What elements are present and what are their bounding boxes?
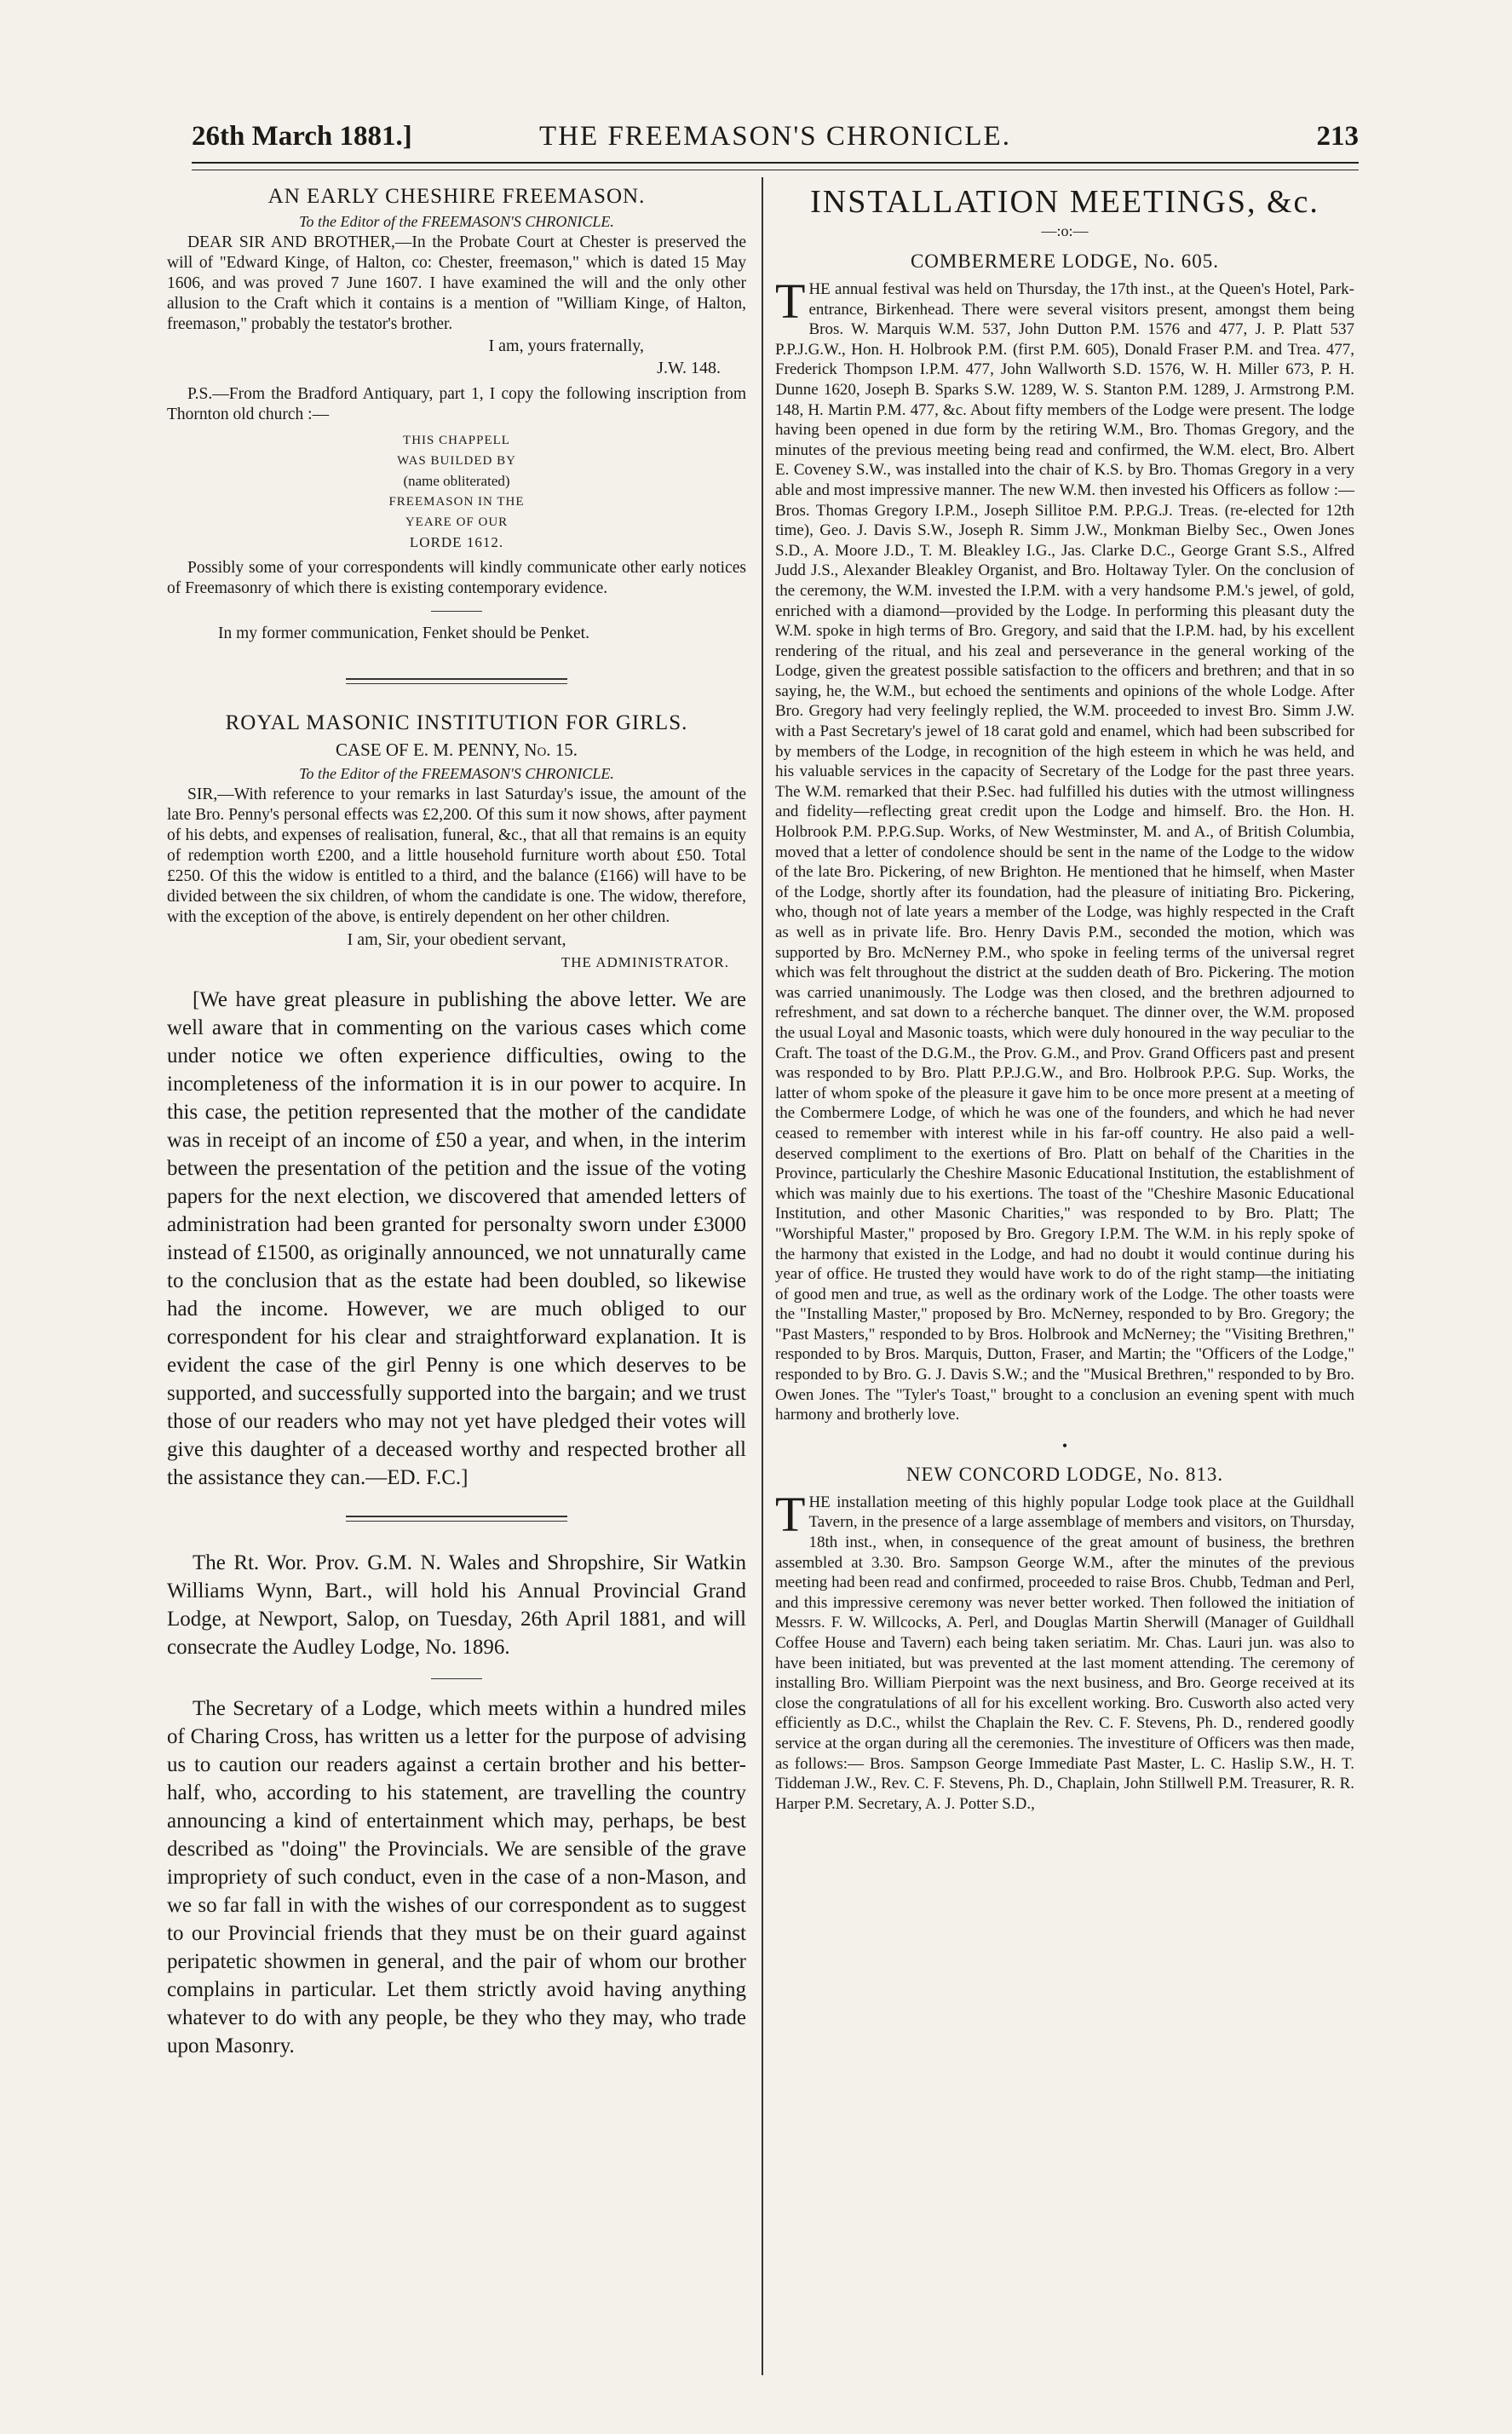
issue-date: 26th March 1881.] [192,121,412,152]
drop-cap: T [775,273,806,329]
short-rule [431,1678,482,1679]
case-line: CASE OF E. M. PENNY, No. 15. [335,739,578,760]
ornament-dot: • [1061,1436,1068,1454]
masthead-title: THE FREEMASON'S CHRONICLE. [539,121,1011,152]
letter-signature: THE ADMINISTRATOR. [561,954,729,970]
page-number: 213 [1316,121,1359,152]
letter-after: Possibly some of your correspondents will kindly communicate other early notices of Freemasonry of which there is existing contemporary evidence. [167,559,746,597]
to-editor-line: To the Editor of the FREEMASON'S CHRONICLE. [299,213,614,230]
lodge-report: HE installation meeting of this highly popular Lodge took place at the Guildhall Tavern, in the presence of a large assemblage of members and visitors, on Thursday, 18th inst., when, in consequence of the great amount of business, the brethren assembled at 3.30. Bro. Sampson George W.M., after the minutes of the previous meeting had been read and confirmed, proceeded to raise Bros. Chubb, Tedman and Perl, and this impressive ceremony was never better worked. Then followed the initiation of Messrs. F. W. Willcocks, A. Perl, and Douglas Martin Sherwill (Manager of Guildhall Coffee House and Tavern) each being taken seriatim. Mr. Chas. Lauri jun. was also to have been initiated, but was prevented at the last moment attending. The ceremony of installing Bro. William Pierpoint was the next business, and Bro. George received at its close the congratulations of all for his excellent working. Bro. Cusworth also acted very efficiently as D.C., whilst the Chaplain the Rev. C. F. Stevens, Ph. D., rendered goodly service at the organ during all the ceremonies. The investiture of Officers was then made, as follows:— Bros. Sampson George Immediate Past Master, L. C. Haslip S.W., H. T. Tiddeman J.W., Rev. C. F. Stevens, Ph. D., Chaplain, John Stillwell P.M. Treasurer, R. R. Harper P.M. Secretary, A. J. Potter S.D., [775,1493,1354,1813]
correction-note: In my former communication, Fenket should be Penket. [218,624,589,642]
right-column [775,183,1354,1814]
article-concord [775,1462,1354,1815]
left-column [167,183,746,2060]
inscription-line: YEARE OF OUR [405,515,509,529]
article-secretary [167,1695,746,2060]
article-girls [167,710,746,974]
editorial-body: [We have great pleasure in publishing the above letter. We are well aware that in commenting on the various cases which come under notice we often experience difficulties, owing to the incompleteness of the information it is in our power to acquire. In this case, the petition represented that the mother of the candidate was in receipt of an income of £50 a year, and when, in the interim between the presentation of the petition and the issue of the voting papers for the next election, we discovered that amended letters of administration had been granted for personalty sworn under £3000 instead of £1500, as originally announced, we not unnaturally came to the conclusion that as the estate had been doubled, so likewise had the income. However, we are much obliged to our correspondent for his clear and straightforward explanation. It is evident the case of the girl Penny is one which deserves to be supported, and successfully supported into the bargain; and we trust those of our readers who may not yet have pledged their votes will give this daughter of a deceased worthy and respected brother all the assistance they can.—ED. F.C.] [167,988,746,1489]
lodge-title: NEW CONCORD LODGE, No. 813. [905,1463,1224,1485]
running-head [192,118,1359,155]
section-rule [346,1516,567,1522]
inscription-line: FREEMASON IN THE [388,495,525,509]
letter-signature: J.W. 148. [657,359,721,377]
section-title: INSTALLATION MEETINGS, &c. [810,184,1319,220]
inscription [167,430,746,553]
inscription-line: LORDE 1612. [409,534,504,550]
lodge-title: COMBERMERE LODGE, No. 605. [910,250,1220,272]
article-cheshire [167,183,746,644]
postscript: P.S.—From the Bradford Antiquary, part 1, I copy the following inscription from Thornton old church :— [167,385,746,423]
header-rule [192,162,1359,170]
drop-cap: T [775,1486,806,1542]
letter-body: SIR,—With reference to your remarks in last Saturday's issue, the amount of the late Bro. Penny's personal effects was £2,200. Of this sum it now shows, after payment of his debts, and expenses of realisation, funeral, &c., that all that remains is an equity of redemption worth £200, and a little household furniture worth about £50. Total £250. Of this the widow is entitled to a third, and the balance (£166) will have to be divided between the six children, of whom the candidate is one. The widow, therefore, with the exception of the above, is entirely dependent on her other children. [167,785,746,926]
lodge-report: HE annual festival was held on Thursday, the 17th inst., at the Queen's Hotel, Park-entrance, Birkenhead. There were several visitors present, amongst them being Bros. W. Marquis W.M. 537, John Dutton P.M. 1576 and 477, J. P. Platt 537 P.P.J.G.W., Hon. H. Holbrook P.M. (first P.M. 605), Donald Fraser P.M. and Trea. 477, Frederick Thompson I.P.M. 477, John Wallworth S.D. 1576, W. H. Miller 673, P. H. Dunne 1620, Joseph B. Sparks S.W. 1289, W. S. Stanton P.M. 1289, J. Armstrong P.M. 148, H. Martin P.M. 477, &c. About fifty members of the Lodge were present. The lodge having been opened in due form by the retiring W.M., Bro. Thomas Gregory, and the minutes of the previous meeting being read and confirmed, the W.M. elect, Bro. Albert E. Coveney S.W., was installed into the chair of K.S. by Bro. Thomas Gregory in a very able and most impressive manner. The new W.M. then invested his Officers as follow :— Bros. Thomas Gregory I.P.M., Joseph Sillitoe P.M. P.P.G.J. Treas. (re-elected for 12th time), Geo. J. Davis S.W., Joseph R. Simm J.W., Monkman Bielby Sec., Owen Jones S.D., A. Moore J.D., T. M. Bleakley I.G., Jas. Clarke D.C., George Grant S.S., Alfred Judd J.S., Alexander Bleakley Organist, and Bro. Holtaway Tyler. On the conclusion of the ceremony, the W.M. invested the I.P.M. with a very handsome P.M.'s jewel, of gold, enriched with a diamond—provided by the Lodge. In performing this pleasant duty the W.M. spoke in high terms of Bro. Gregory, and said that the I.P.M. had, by his excellent rendering of the ritual, and his zeal and perseverance in the general working of the Lodge, given the greatest possible satisfaction to the officers and brethren; and that in so saying, he, the W.M., but echoed the sentiments and opinions of the whole Lodge. After Bro. Gregory had very feelingly replied, the W.M. proceeded to invest Bro. Simm J.W. with a Past Secretary's jewel of 18 carat gold and enamel, which had been subscribed for by members of the Lodge, in recognition of the high esteem in which he was held, and his valuable services in the capacity of Secretary of the Lodge for the past three years. The W.M. remarked that their P.Sec. had fulfilled his duties with the utmost willingness and fidelity—reflecting great credit upon the Lodge and himself. Bro. the Hon. H. Holbrook P.M. P.P.G.Sup. Works, of New Westminster, M. and A., of British Columbia, moved that a letter of condolence should be sent in the name of the Lodge to the widow of the late Bro. Pickering, of new Brighton. He mentioned that he himself, when Master of the Lodge, shortly after its foundation, had the pleasure of initiating Bro. Pickering, who, though not of late years a member of the Lodge, was highly respected in the Craft as well as in private life. Bro. Henry Davis P.M., seconded the motion, which was supported by Bro. McNerney P.M., who spoke in feeling terms of the universal regret which was felt throughout the district at the sudden death of Bro. Pickering. The motion was carried unanimously. The Lodge was then closed, and the brethren adjourned to refreshment, and sat down to a récherche banquet. The dinner over, the W.M. proposed the usual Loyal and Masonic toasts, which were duly honoured in the way peculiar to the Craft. The toast of the D.G.M., the Prov. G.M., and Prov. Grand Officers past and present was responded to by Bro. Platt P.P.J.G.W., and Bro. Holbrook P.P.G. Sup. Works, the latter of whom spoke of the pleasure it gave him to be once more present at a meeting of the Combermere Lodge, of which he was one of the founders, and which he had never ceased to remember with interest while in his far-off country. He also paid a well-deserved compliment to the exertions of Bro. Platt on behalf of the Charities in the Province, particularly the Cheshire Masonic Educational Institution, the establishment of which was mainly due to his exertions. The toast of the "Cheshire Masonic Educational Institution, and other Masonic Charities," was responded to by Bro. Platt; The "Worshipful Master," proposed by Bro. Gregory I.P.M. The W.M. in his reply spoke of the harmony that existed in the Lodge, and had no doubt it would continue during his year of office. He trusted they would have work to do of the right stamp—the initiating of good men and true, as well as the ordinary work of the Lodge. The other toasts were the "Installing Master," proposed by Bro. McNerney, responded to by Bro. Gregory; the "Past Masters," responded to by Bros. Holbrook and McNerney; the "Visiting Brethren," responded to by Bros. Marquis, Dutton, Fraser, and Martin; the "Officers of the Lodge," responded to by Bro. G. J. Davis S.W.; and the "Musical Brethren," responded to by Bro. Owen Jones. The "Tyler's Toast," brought to a conclusion an evening spent with much harmony and brotherly love. [775,280,1354,1424]
inscription-line: THIS CHAPPELL [403,434,510,447]
letter-body: DEAR SIR AND BROTHER,—In the Probate Court at Chester is preserved the will of "Edward Kinge, of Halton, co: Chester, freemason," which is dated 15 May 1606, and was proved 7 June 1607. I have examined the will and the only other allusion to the Craft which it contains is a mention of "William Kinge, of Halton, freemason," probably the testator's brother. [167,233,746,333]
editorial-note [167,986,746,1492]
letter-closing: I am, Sir, your obedient servant, [347,930,566,949]
secretary-paragraph: The Secretary of a Lodge, which meets within a hundred miles of Charing Cross, has written us a letter for the purpose of advising us to caution our readers against a certain brother and his better-half, who, according to his statement, are travelling the country announcing a kind of entertainment which may, perhaps, be best described as "doing" the Provincials. We are sensible of the grave impropriety of such conduct, even in the case of a non-Mason, and we so far fall in with the wishes of our correspondent as to suggest to our Provincial friends that they must be on their guard against peripatetic showmen in general, and the pair of whom our brother complains in particular. Let them strictly avoid having anything whatever to do with any people, be they who they may, who trade upon Masonry. [167,1697,746,2057]
inscription-line: (name obliterated) [403,473,510,489]
to-editor-line: To the Editor of the FREEMASON'S CHRONICLE. [299,765,614,782]
column-divider [762,177,763,2375]
article-wales [167,1549,746,1661]
letter-closing: I am, yours fraternally, [488,337,644,355]
inscription-line: WAS BUILDED BY [397,454,516,468]
ornament: —:o:— [1041,222,1089,239]
section-rule [346,678,567,684]
article-title: ROYAL MASONIC INSTITUTION FOR GIRLS. [225,711,688,734]
article-title: AN EARLY CHESHIRE FREEMASON. [267,185,646,208]
article-combermere [775,249,1354,1425]
short-rule [431,611,482,612]
wales-paragraph: The Rt. Wor. Prov. G.M. N. Wales and Shropshire, Sir Watkin Williams Wynn, Bart., will hold his Annual Provincial Grand Lodge, at Newport, Salop, on Tuesday, 26th April 1881, and will consecrate the Audley Lodge, No. 1896. [167,1551,746,1659]
